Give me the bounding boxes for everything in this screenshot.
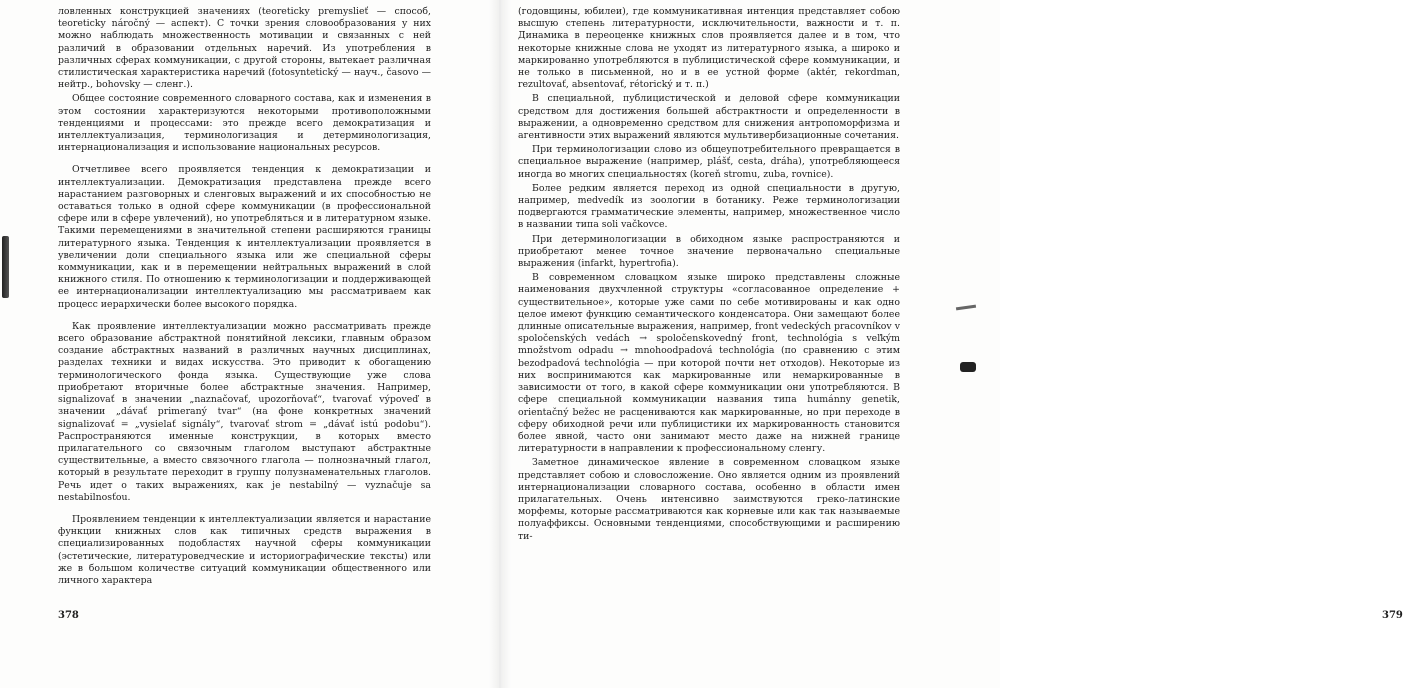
paragraph: ловленных конструкцией значениях (teoreticky premyslieť — способ, teoreticky náročný — аспект). С точки зрения словообразования у них можно наблюдать множественность мотивации и связанных с ней различий в образовании отдельных наречий. Из употребления в различных сферах коммуникации, с другой стороны, вытекает различная стилистическая характеристика наречий (fotosyntetický — науч., časovo — нейтр., bohovsky — сленг.). [58,6,431,91]
paragraph: Заметное динамическое явление в современном словацком языке представляет собою и словосложение. Оно является одним из проявлений интернационализации словарного состава, особенно в области имен прилагательных. Очень интенсивно заимствуются греко-латинские морфемы, которые рассматриваются как корневые или как так называемые полуаффиксы. Основными тенденциями, способствующими и расширению ти- [518,457,900,542]
left-page-text [58,6,431,587]
paragraph: (годовщины, юбилеи), где коммуникативная интенция представляет собою высшую степень литературности, исключительности, важности и т. п. Динамика в переоценке книжных слов проявляется далее и в том, что некоторые книжные слова не уходят из литературного языка, а широко и маркированно употребляются в публицистической сфере коммуникации, и не только в письменной, но и в ее устной форме (aktér, rekordman, rezultovať, absentovať, rétorický и т. п.) [518,6,900,91]
paragraph: При терминологизации слово из общеупотребительного превращается в специальное выражение (например, plášť, cesta, dráha), употребляющееся иногда во многих специальностях (koreň stromu, zuba, rovnice). [518,144,900,180]
paragraph: Более редким является переход из одной специальности в другую, например, medvedík из зоологии в ботанику. Реже терминологизации подвергаются грамматические элементы, например, множественное число в названии типа soli vačkovce. [518,182,900,231]
paragraph: В современном словацком языке широко представлены сложные наименования двухчленной структуры «согласованное определение + существительное», которые уже сами по себе мотивированы и как одно целое имеют функцию семантического конденсатора. Они замещают более длинные описательные выражения, например, front vedeckých pracovníkov v spoločenských vedách → spoločenskovedný front, technológia s veľkým množstvom odpadu → mnohoodpadová technológia (по сравнению с этим bezodpadová technológia — при которой почти нет отходов). Некоторые из них воспринимаются как маркированные или немаркированные в зависимости от того, в какой сфере коммуникации они употребляются. В сфере специальной коммуникации названия типа humánny genetik, orientačný bežec не расцениваются как маркированные, но при переходе в сферу обиходной речи или публицистики их маркированность становится более явной, часто они занимают место даже на нижней границе литературности в направлении к профессиональному сленгу. [518,272,900,455]
paragraph: Отчетливее всего проявляется тенденция к демократизации и интеллектуализации. Демократизация представлена прежде всего нарастанием разговорных и сленговых выражений и их способностью не оставаться только в одной сфере коммуникации (в профессиональной сфере или в сфере увлечений), но употребляться и в литературном языке. Такими перемещениями в значительной степени расширяются границы литературного языка. Тенденция к интеллектуализации проявляется в увеличении доли специального языка или же специальной сферы коммуникации, как и в перемещении нейтральных выражений в слой книжного стиля. По отношению к терминологизации и поддерживающей ее интернационализации интеллектуализацию мы рассматриваем как процесс иерархически более высокого порядка. [58,164,431,310]
page-number: 379 [1382,610,1403,621]
right-page-text [518,6,900,543]
paragraph: Общее состояние современного словарного состава, как и изменения в этом состоянии характеризуются некоторыми противоположными тенденциями и процессами: это прежде всего демократизация и интеллектуализация, терминологизация и детерминологизация, интернационализация и использование национальных ресурсов. [58,93,431,154]
paragraph: Проявлением тенденции к интеллектуализации является и нарастание функции книжных слов как типичных средств выражения в специализированных подобластях научной сферы коммуникации (эстетические, литературоведческие и историографические тексты) или же в большом количестве ситуаций коммуникации общественного или личного характера [58,513,431,586]
page-number: 378 [58,610,79,621]
left-page [0,0,500,688]
paragraph: В специальной, публицистической и деловой сфере коммуникации средством для достижения большей абстрактности и определенности в выражении, а одновременно средством для снижения антропоморфизма и агентивности этих выражений являются мультивербизационные сочетания. [518,93,900,142]
paragraph: Как проявление интеллектуализации можно рассматривать прежде всего образование абстрактной понятийной лексики, главным образом создание абстрактных названий в различных научных дисциплинах, разделах техники и видах искусства. Это приводит к обогащению терминологического фонда языка. Существующие уже слова приобретают вторичные более абстрактные значения. Например, signalizovať в значении „naznačovať, upozorňovať“, tvarovať výpoveď в значении „dávať primeraný tvar“ (на фоне конкретных значений signalizovať = „vysielať signály“, tvarovať strom = „dávať istú podobu“). Распространяются именные конструкции, в которых вместо прилагательного со связочным глаголом выступают абстрактные существительные, а вместо связочного глагола — полнозначный глагол, который в результате переходит в группу полузнаменательных глаголов. Речь идет о таких выражениях, как je nestabilný — vyznačuje sa nestabilnosťou. [58,320,431,503]
paragraph: При детерминологизации в обиходном языке распространяются и приобретают менее точное значение первоначально специальные выражения (infarkt, hypertrofia). [518,233,900,270]
